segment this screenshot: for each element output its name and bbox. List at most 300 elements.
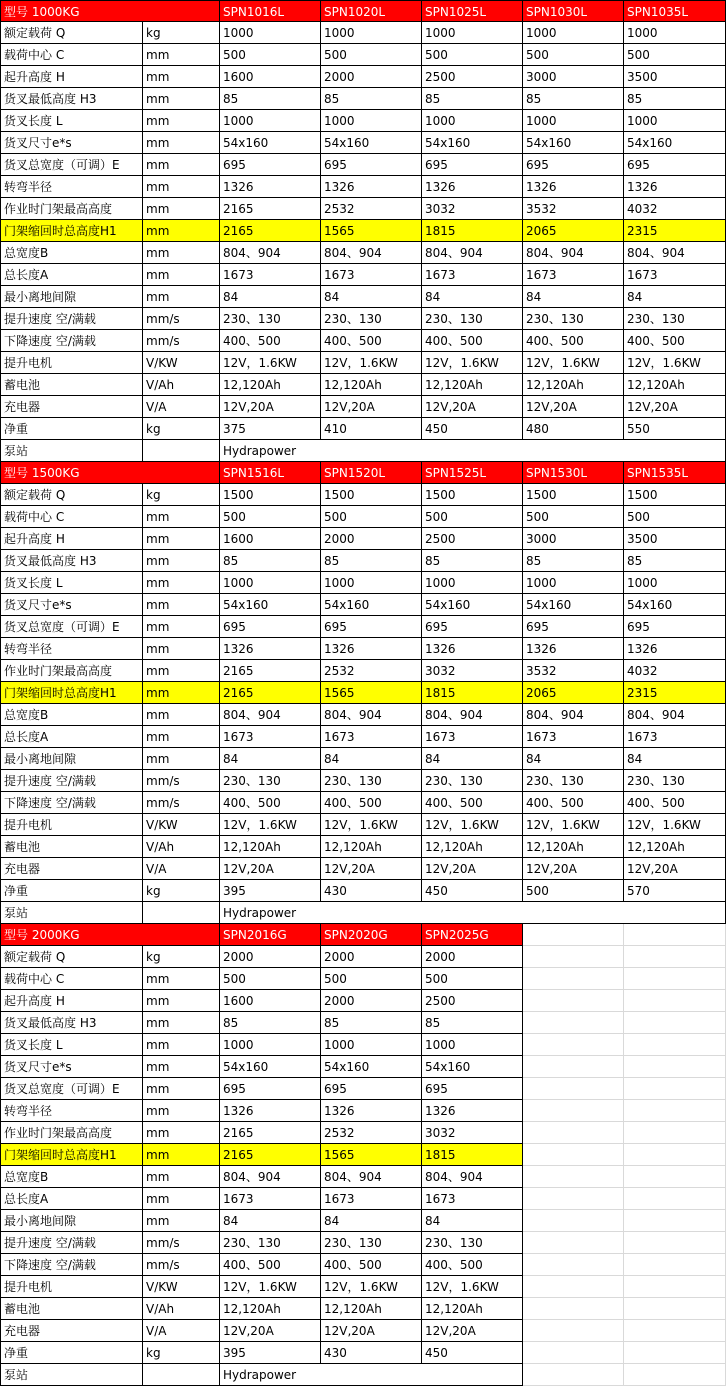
spec-value: 1326 [321, 638, 422, 660]
spec-value: 1326 [624, 176, 726, 198]
empty-cell [523, 1144, 624, 1166]
spec-unit: mm [143, 726, 220, 748]
spec-unit: mm [143, 1078, 220, 1100]
spec-value: 84 [422, 1210, 523, 1232]
model-name: SPN1030L [523, 0, 624, 22]
empty-cell [523, 924, 624, 946]
section-title: 型号 2000KG [0, 924, 220, 946]
empty-cell [624, 1034, 726, 1056]
spec-unit: mm [143, 616, 220, 638]
spec-label: 货叉长度 L [0, 1034, 143, 1056]
spec-value: 12V,20A [321, 396, 422, 418]
spec-unit: mm [143, 66, 220, 88]
spec-label: 提升速度 空/满载 [0, 770, 143, 792]
spec-value: 12,120Ah [422, 1298, 523, 1320]
table-row [0, 1254, 728, 1276]
table-header-row [0, 0, 728, 22]
spec-value: 12V，1.6KW [422, 352, 523, 374]
empty-cell [624, 1298, 726, 1320]
empty-cell [523, 1276, 624, 1298]
spec-value: 375 [220, 418, 321, 440]
spec-value: 1600 [220, 528, 321, 550]
table-row [0, 352, 728, 374]
spec-value: 500 [220, 44, 321, 66]
table-row [0, 1056, 728, 1078]
spec-label: 总宽度B [0, 704, 143, 726]
model-name: SPN1016L [220, 0, 321, 22]
spec-value: 804、904 [220, 704, 321, 726]
spec-label: 蓄电池 [0, 1298, 143, 1320]
spec-unit: mm/s [143, 308, 220, 330]
spec-value: 12V,20A [321, 1320, 422, 1342]
spec-value: 12V，1.6KW [220, 352, 321, 374]
spec-label: 货叉最低高度 H3 [0, 1012, 143, 1034]
table-row [0, 440, 728, 462]
spec-unit: kg [143, 880, 220, 902]
empty-cell [523, 1034, 624, 1056]
spec-label: 充电器 [0, 396, 143, 418]
spec-unit: mm [143, 968, 220, 990]
spec-value: 230、130 [422, 308, 523, 330]
spec-label: 充电器 [0, 1320, 143, 1342]
spec-label: 下降速度 空/满载 [0, 330, 143, 352]
table-row [0, 44, 728, 66]
table-row [0, 990, 728, 1012]
spec-value: 500 [220, 506, 321, 528]
spec-value: 500 [422, 44, 523, 66]
table-row [0, 814, 728, 836]
spec-value: 395 [220, 1342, 321, 1364]
spec-unit [143, 902, 220, 924]
spec-label: 总长度A [0, 1188, 143, 1210]
spec-unit: V/KW [143, 1276, 220, 1298]
spec-value: 804、904 [220, 1166, 321, 1188]
spec-value: 1000 [220, 1034, 321, 1056]
spec-table-section [0, 462, 728, 924]
spec-value: 1500 [523, 484, 624, 506]
table-row [0, 176, 728, 198]
spec-label: 货叉长度 L [0, 110, 143, 132]
spec-unit: mm [143, 44, 220, 66]
spec-value: 12V，1.6KW [523, 814, 624, 836]
spec-unit: mm [143, 638, 220, 660]
spec-value: 1326 [624, 638, 726, 660]
spec-unit: mm [143, 264, 220, 286]
table-row [0, 1122, 728, 1144]
spec-value: 12,120Ah [523, 374, 624, 396]
spec-value: 430 [321, 1342, 422, 1364]
spec-label: 作业时门架最高高度 [0, 198, 143, 220]
empty-cell [624, 1210, 726, 1232]
spec-unit: mm/s [143, 770, 220, 792]
table-row [0, 770, 728, 792]
spec-value: 1000 [523, 110, 624, 132]
spec-unit: V/A [143, 1320, 220, 1342]
table-row [0, 506, 728, 528]
spec-label: 提升电机 [0, 352, 143, 374]
spec-value: 2065 [523, 682, 624, 704]
spec-unit: kg [143, 946, 220, 968]
spec-value: 1000 [523, 572, 624, 594]
spec-value: 1000 [321, 572, 422, 594]
spec-value: 12V,20A [220, 1320, 321, 1342]
spec-value: 12V,20A [220, 858, 321, 880]
spec-value: 2500 [422, 528, 523, 550]
spec-label: 蓄电池 [0, 374, 143, 396]
spec-value: 3032 [422, 198, 523, 220]
spec-value: 804、904 [422, 1166, 523, 1188]
spec-unit: mm [143, 176, 220, 198]
spec-value: 500 [523, 44, 624, 66]
spec-value: 1673 [422, 264, 523, 286]
spec-unit: mm [143, 748, 220, 770]
spec-value: 230、130 [220, 1232, 321, 1254]
spec-unit: mm [143, 528, 220, 550]
spec-unit: mm [143, 1210, 220, 1232]
empty-cell [624, 946, 726, 968]
spec-value: 3500 [624, 66, 726, 88]
spec-label: 转弯半径 [0, 1100, 143, 1122]
spec-label: 最小离地间隙 [0, 1210, 143, 1232]
table-row [0, 1232, 728, 1254]
table-row [0, 286, 728, 308]
spec-value: 3500 [624, 528, 726, 550]
spec-value: 400、500 [220, 792, 321, 814]
table-row [0, 198, 728, 220]
spec-value: 1673 [523, 264, 624, 286]
spec-value: 2165 [220, 682, 321, 704]
spec-value: 2532 [321, 198, 422, 220]
spec-label: 门架缩回时总高度H1 [0, 220, 143, 242]
spec-unit: mm [143, 990, 220, 1012]
spec-value: 695 [220, 616, 321, 638]
table-row [0, 484, 728, 506]
spec-label: 提升电机 [0, 814, 143, 836]
empty-cell [624, 1342, 726, 1364]
spec-value: 500 [220, 968, 321, 990]
spec-value: 1673 [624, 726, 726, 748]
spec-value: 84 [624, 748, 726, 770]
empty-cell [523, 1364, 624, 1386]
table-row [0, 1034, 728, 1056]
spec-value: 395 [220, 880, 321, 902]
spec-unit: kg [143, 484, 220, 506]
empty-cell [624, 1100, 726, 1122]
spec-label: 起升高度 H [0, 990, 143, 1012]
spec-value: 54x160 [523, 132, 624, 154]
spec-value: 1565 [321, 682, 422, 704]
table-row [0, 1342, 728, 1364]
spec-unit: V/KW [143, 814, 220, 836]
spec-table-section [0, 0, 728, 462]
model-name: SPN1535L [624, 462, 726, 484]
spec-value: 400、500 [321, 792, 422, 814]
spec-unit: mm [143, 506, 220, 528]
spec-value: 12V,20A [523, 858, 624, 880]
spec-value: 400、500 [422, 792, 523, 814]
spec-value: 804、904 [422, 242, 523, 264]
empty-cell [523, 1122, 624, 1144]
spec-value: 1673 [220, 726, 321, 748]
spec-value: 1815 [422, 1144, 523, 1166]
spec-unit: mm [143, 682, 220, 704]
model-name: SPN1516L [220, 462, 321, 484]
spec-value: 1326 [220, 1100, 321, 1122]
spec-value: 3032 [422, 660, 523, 682]
spec-value: 1815 [422, 682, 523, 704]
spec-label: 货叉总宽度（可调）E [0, 154, 143, 176]
spec-unit: mm [143, 1166, 220, 1188]
spec-value: 500 [523, 880, 624, 902]
spec-value: 12,120Ah [220, 1298, 321, 1320]
spec-value: 1500 [321, 484, 422, 506]
table-row [0, 154, 728, 176]
spec-value: 2000 [321, 528, 422, 550]
spec-value: 3000 [523, 66, 624, 88]
spec-value: 1815 [422, 220, 523, 242]
spec-value: 1000 [422, 572, 523, 594]
spec-value: 1673 [624, 264, 726, 286]
spec-value: 695 [422, 1078, 523, 1100]
table-row [0, 374, 728, 396]
spec-value: 85 [422, 1012, 523, 1034]
spec-label: 提升电机 [0, 1276, 143, 1298]
spec-label: 货叉尺寸e*s [0, 132, 143, 154]
empty-cell [624, 1122, 726, 1144]
spec-label: 额定载荷 Q [0, 946, 143, 968]
spec-unit: mm [143, 110, 220, 132]
table-row [0, 946, 728, 968]
spec-value: 500 [523, 506, 624, 528]
spec-value: 230、130 [220, 308, 321, 330]
table-row [0, 330, 728, 352]
spec-value: 1326 [220, 176, 321, 198]
spec-value: 450 [422, 880, 523, 902]
spec-label: 载荷中心 C [0, 968, 143, 990]
spec-unit: mm [143, 594, 220, 616]
spec-label: 额定载荷 Q [0, 22, 143, 44]
spec-value: 695 [321, 154, 422, 176]
spec-value: 85 [321, 550, 422, 572]
spec-label: 额定载荷 Q [0, 484, 143, 506]
spec-value: 85 [220, 550, 321, 572]
spec-label: 提升速度 空/满载 [0, 308, 143, 330]
spec-label: 货叉尺寸e*s [0, 1056, 143, 1078]
spec-value: 84 [321, 1210, 422, 1232]
spec-value: 85 [422, 550, 523, 572]
spec-label: 起升高度 H [0, 66, 143, 88]
spec-value: 54x160 [321, 594, 422, 616]
spec-label: 货叉尺寸e*s [0, 594, 143, 616]
spec-unit [143, 1364, 220, 1386]
spec-value: 1326 [422, 1100, 523, 1122]
spec-value: 12V,20A [624, 396, 726, 418]
spec-value: 695 [220, 154, 321, 176]
spec-value: 230、130 [422, 1232, 523, 1254]
spec-value: 54x160 [422, 594, 523, 616]
table-row [0, 110, 728, 132]
spec-unit: V/KW [143, 352, 220, 374]
spec-value: 3000 [523, 528, 624, 550]
spec-value: 2000 [321, 66, 422, 88]
spec-label: 最小离地间隙 [0, 748, 143, 770]
table-row [0, 572, 728, 594]
spec-value: 84 [321, 748, 422, 770]
spec-unit: mm [143, 704, 220, 726]
spec-value: 1326 [422, 176, 523, 198]
empty-cell [523, 990, 624, 1012]
spec-value: 804、904 [220, 242, 321, 264]
spec-value: 12V，1.6KW [220, 814, 321, 836]
spec-label: 充电器 [0, 858, 143, 880]
table-row [0, 880, 728, 902]
empty-cell [624, 990, 726, 1012]
spec-label: 最小离地间隙 [0, 286, 143, 308]
empty-cell [523, 1188, 624, 1210]
spec-value: 400、500 [523, 792, 624, 814]
spec-value: 12V，1.6KW [624, 352, 726, 374]
pump-value: Hydrapower [220, 902, 726, 924]
spec-label: 总长度A [0, 264, 143, 286]
spec-unit: mm [143, 1034, 220, 1056]
empty-cell [523, 1078, 624, 1100]
spec-value: 84 [220, 286, 321, 308]
spec-unit: mm/s [143, 1254, 220, 1276]
spec-value: 1000 [422, 110, 523, 132]
spec-value: 1565 [321, 220, 422, 242]
table-row [0, 1276, 728, 1298]
spec-label: 货叉最低高度 H3 [0, 550, 143, 572]
spec-unit: mm [143, 572, 220, 594]
spec-value: 1565 [321, 1144, 422, 1166]
table-row [0, 704, 728, 726]
table-row [0, 1100, 728, 1122]
spec-value: 1000 [624, 572, 726, 594]
spec-unit: mm/s [143, 330, 220, 352]
spec-value: 400、500 [422, 1254, 523, 1276]
spec-value: 400、500 [624, 330, 726, 352]
spec-label: 总宽度B [0, 1166, 143, 1188]
spec-value: 4032 [624, 660, 726, 682]
spec-value: 12V,20A [422, 858, 523, 880]
spec-value: 2000 [321, 946, 422, 968]
spec-label: 总宽度B [0, 242, 143, 264]
spec-value: 2315 [624, 682, 726, 704]
spec-unit: kg [143, 1342, 220, 1364]
spec-unit: mm [143, 1144, 220, 1166]
table-row [0, 418, 728, 440]
spec-value: 410 [321, 418, 422, 440]
spec-label: 下降速度 空/满载 [0, 1254, 143, 1276]
spec-value: 400、500 [220, 1254, 321, 1276]
model-name: SPN1035L [624, 0, 726, 22]
spec-label: 起升高度 H [0, 528, 143, 550]
spec-value: 1000 [220, 110, 321, 132]
spec-value: 695 [220, 1078, 321, 1100]
spec-value: 12V,20A [624, 858, 726, 880]
empty-cell [624, 1232, 726, 1254]
spec-value: 12,120Ah [220, 836, 321, 858]
spec-value: 12,120Ah [422, 836, 523, 858]
table-row [0, 264, 728, 286]
spec-value: 1500 [624, 484, 726, 506]
table-row [0, 638, 728, 660]
spec-value: 2165 [220, 660, 321, 682]
spec-value: 2165 [220, 1144, 321, 1166]
spec-value: 12V,20A [422, 396, 523, 418]
spec-value: 84 [523, 286, 624, 308]
spec-unit: mm [143, 198, 220, 220]
empty-cell [523, 1210, 624, 1232]
table-row [0, 1210, 728, 1232]
spec-label: 净重 [0, 1342, 143, 1364]
model-name: SPN1525L [422, 462, 523, 484]
spec-value: 85 [321, 88, 422, 110]
spec-label: 转弯半径 [0, 638, 143, 660]
spec-value: 12V，1.6KW [321, 352, 422, 374]
spec-value: 1673 [321, 726, 422, 748]
table-row [0, 22, 728, 44]
spec-value: 1326 [523, 638, 624, 660]
spec-value: 2000 [321, 990, 422, 1012]
spec-label: 货叉总宽度（可调）E [0, 1078, 143, 1100]
spec-value: 804、904 [321, 242, 422, 264]
spec-value: 84 [422, 286, 523, 308]
spec-value: 480 [523, 418, 624, 440]
empty-cell [624, 1276, 726, 1298]
spec-value: 230、130 [523, 770, 624, 792]
spec-value: 2165 [220, 198, 321, 220]
spec-value: 400、500 [422, 330, 523, 352]
spec-value: 84 [422, 748, 523, 770]
spec-value: 1673 [220, 1188, 321, 1210]
table-row [0, 66, 728, 88]
spec-unit [143, 440, 220, 462]
spec-unit: mm/s [143, 792, 220, 814]
spec-value: 1500 [422, 484, 523, 506]
spec-value: 3532 [523, 198, 624, 220]
spec-value: 1673 [220, 264, 321, 286]
section-title: 型号 1500KG [0, 462, 220, 484]
spec-value: 1000 [321, 22, 422, 44]
spec-value: 230、130 [321, 1232, 422, 1254]
spec-label: 货叉总宽度（可调）E [0, 616, 143, 638]
spec-value: 54x160 [220, 1056, 321, 1078]
spec-value: 500 [321, 968, 422, 990]
spec-value: 85 [523, 88, 624, 110]
spec-label: 门架缩回时总高度H1 [0, 682, 143, 704]
table-row [0, 748, 728, 770]
spec-value: 695 [523, 154, 624, 176]
spec-label: 净重 [0, 880, 143, 902]
model-name: SPN1020L [321, 0, 422, 22]
table-row [0, 220, 728, 242]
spec-unit: mm [143, 660, 220, 682]
table-row [0, 1364, 728, 1386]
spec-unit: mm [143, 154, 220, 176]
spec-value: 2315 [624, 220, 726, 242]
spec-value: 1500 [220, 484, 321, 506]
empty-cell [523, 1254, 624, 1276]
spec-value: 84 [523, 748, 624, 770]
spec-value: 804、904 [422, 704, 523, 726]
empty-cell [523, 1342, 624, 1364]
spec-label: 净重 [0, 418, 143, 440]
table-row [0, 682, 728, 704]
spec-value: 230、130 [624, 770, 726, 792]
pump-value: Hydrapower [220, 440, 726, 462]
table-row [0, 308, 728, 330]
